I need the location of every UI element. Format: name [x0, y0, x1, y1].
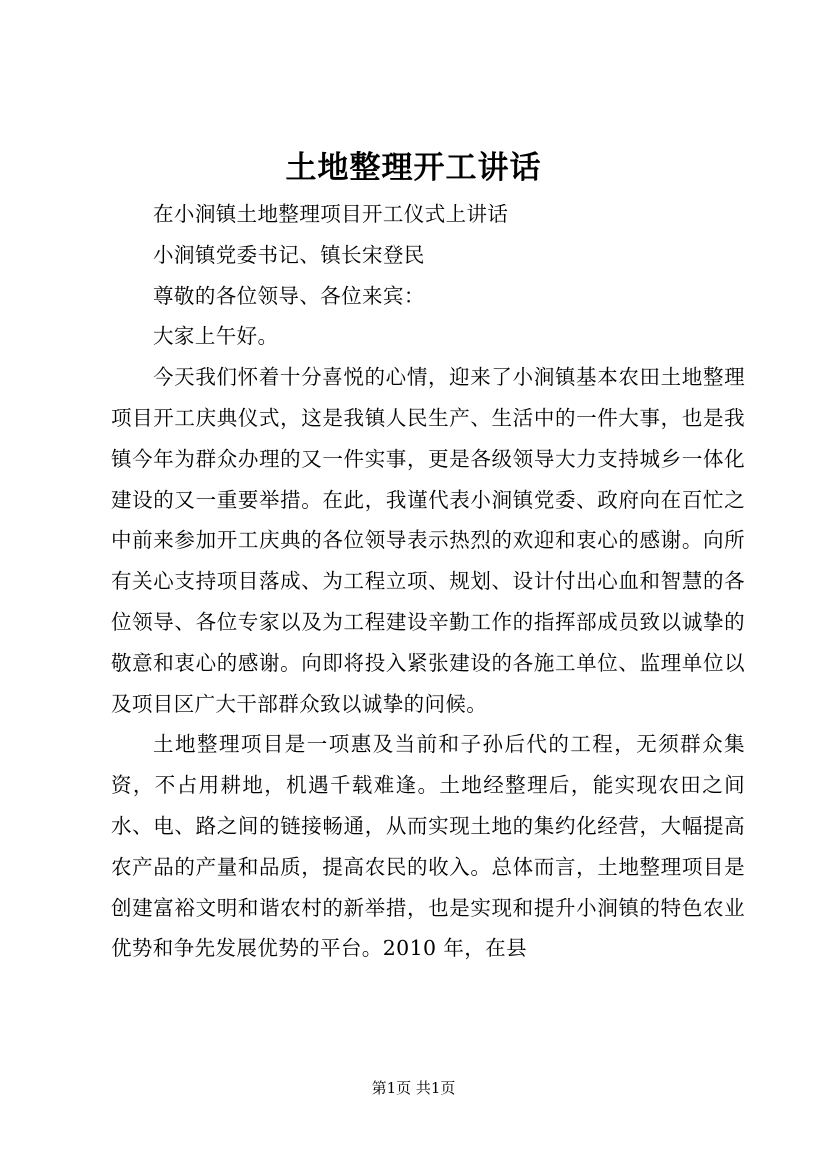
document-title: 土地整理开工讲话	[285, 150, 542, 186]
page-number-footer: 第1页 共1页	[371, 1079, 456, 1097]
document-body	[111, 194, 745, 969]
speaker-line: 小涧镇党委书记、镇长宋登民	[153, 242, 425, 267]
paragraph-project: 土地整理项目是一项惠及当前和子孙后代的工程，无须群众集资，不占用耕地，机遇千载难逢。土地经整理后，能实现农田之间水、电、路之间的链接畅通，从而实现土地的集约化经营，大幅提高农产品的产量和品质，提高农民的收入。总体而言，土地整理项目是创建富裕文明和谐农村的新举措，也是实现和提升小涧镇的特色农业优势和争先发展优势的平台。2010 年，在县	[111, 732, 745, 961]
speech-heading: 在小涧镇土地整理项目开工仪式上讲话	[153, 202, 509, 226]
salutation: 尊敬的各位领导、各位来宾：	[153, 283, 425, 308]
paragraph-opening: 今天我们怀着十分喜悦的心情，迎来了小涧镇基本农田土地整理项目开工庆典仪式，这是我镇人民生产、生活中的一件大事，也是我镇今年为群众办理的又一件实事，更是各级领导大力支持城乡一体化建设的又一重要举措。在此，我谨代表小涧镇党委、政府向在百忙之中前来参加开工庆典的各位领导表示热烈的欢迎和衷心的感谢。向所有关心支持项目落成、为工程立项、规划、设计付出心血和智慧的各位领导、各位专家以及为工程建设辛勤工作的指挥部成员致以诚挚的敬意和衷心的感谢。向即将投入紧张建设的各施工单位、监理单位以及项目区广大干部群众致以诚挚的问候。	[111, 365, 745, 716]
greeting: 大家上午好。	[153, 324, 279, 349]
